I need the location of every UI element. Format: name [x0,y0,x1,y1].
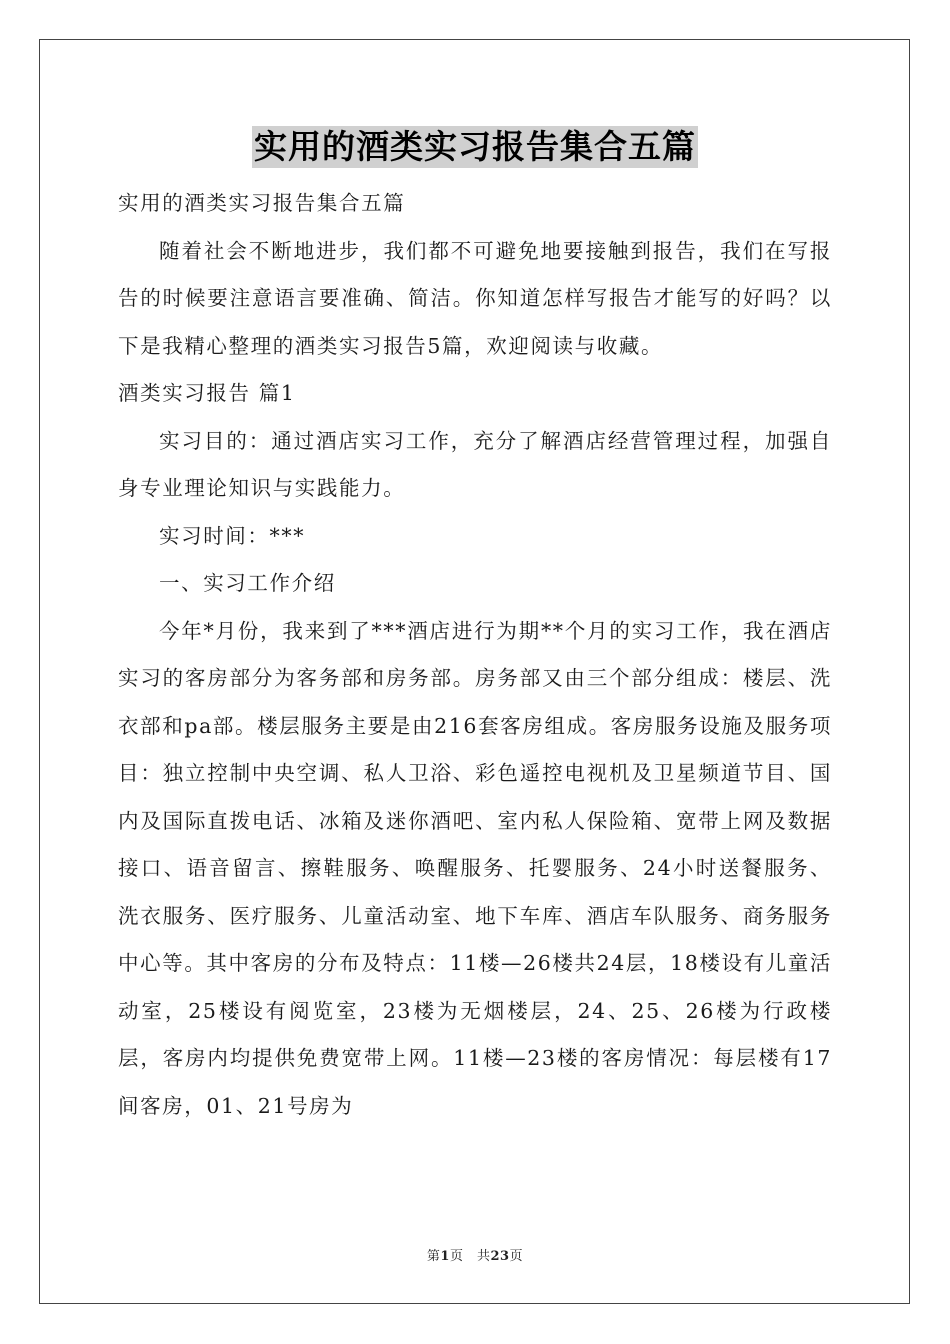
purpose-paragraph: 实习目的：通过酒店实习工作，充分了解酒店经营管理过程，加强自身专业理论知识与实践能力。 [118,428,832,500]
part-one-paragraph: 今年*月份，我来到了***酒店进行为期**个月的实习工作，我在酒店实习的客房部分为客务部和房务部。房务部又由三个部分组成：楼层、洗衣部和pa部。楼层服务主要是由216套客房组成。客房服务设施及服务项目：独立控制中央空调、私人卫浴、彩色遥控电视机及卫星频道节目、国内及国际直拨电话、冰箱及迷你酒吧、室内私人保险箱、宽带上网及数据接口、语音留言、擦鞋服务、唤醒服务、托婴服务、24小时送餐服务、洗衣服务、医疗服务、儿童活动室、地下车库、酒店车队服务、商务服务中心等。其中客房的分布及特点：11楼—26楼共24层，18楼设有儿童活动室，25楼设有阅览室，23楼为无烟楼层，24、25、26楼为行政楼层，客房内均提供免费宽带上网。11楼—23楼的客房情况：每层楼有17间客房，01、21号房为 [118,618,832,1118]
page-label-suffix: 页 [509,1249,524,1264]
page-label-prefix: 第 [426,1249,441,1264]
document-title-text: 实用的酒类实习报告集合五篇 [254,127,696,166]
intro-paragraph: 随着社会不断地进步，我们都不可避免地要接触到报告，我们在写报告的时候要注意语言要准确、简洁。你知道怎样写报告才能写的好吗？以下是我精心整理的酒类实习报告5篇，欢迎阅读与收藏。 [118,238,832,358]
subtitle-line: 实用的酒类实习报告集合五篇 [118,191,406,215]
page-footer [0,1245,950,1264]
current-page-number: 1 [440,1249,450,1264]
document-title [0,126,950,168]
time-paragraph: 实习时间：*** [159,523,306,548]
page-label-mid: 页 共 [449,1249,491,1264]
section-heading: 酒类实习报告 篇1 [118,381,296,405]
document-body [118,180,832,1130]
part-one-heading: 一、实习工作介绍 [159,571,336,595]
total-page-number: 23 [490,1249,510,1264]
